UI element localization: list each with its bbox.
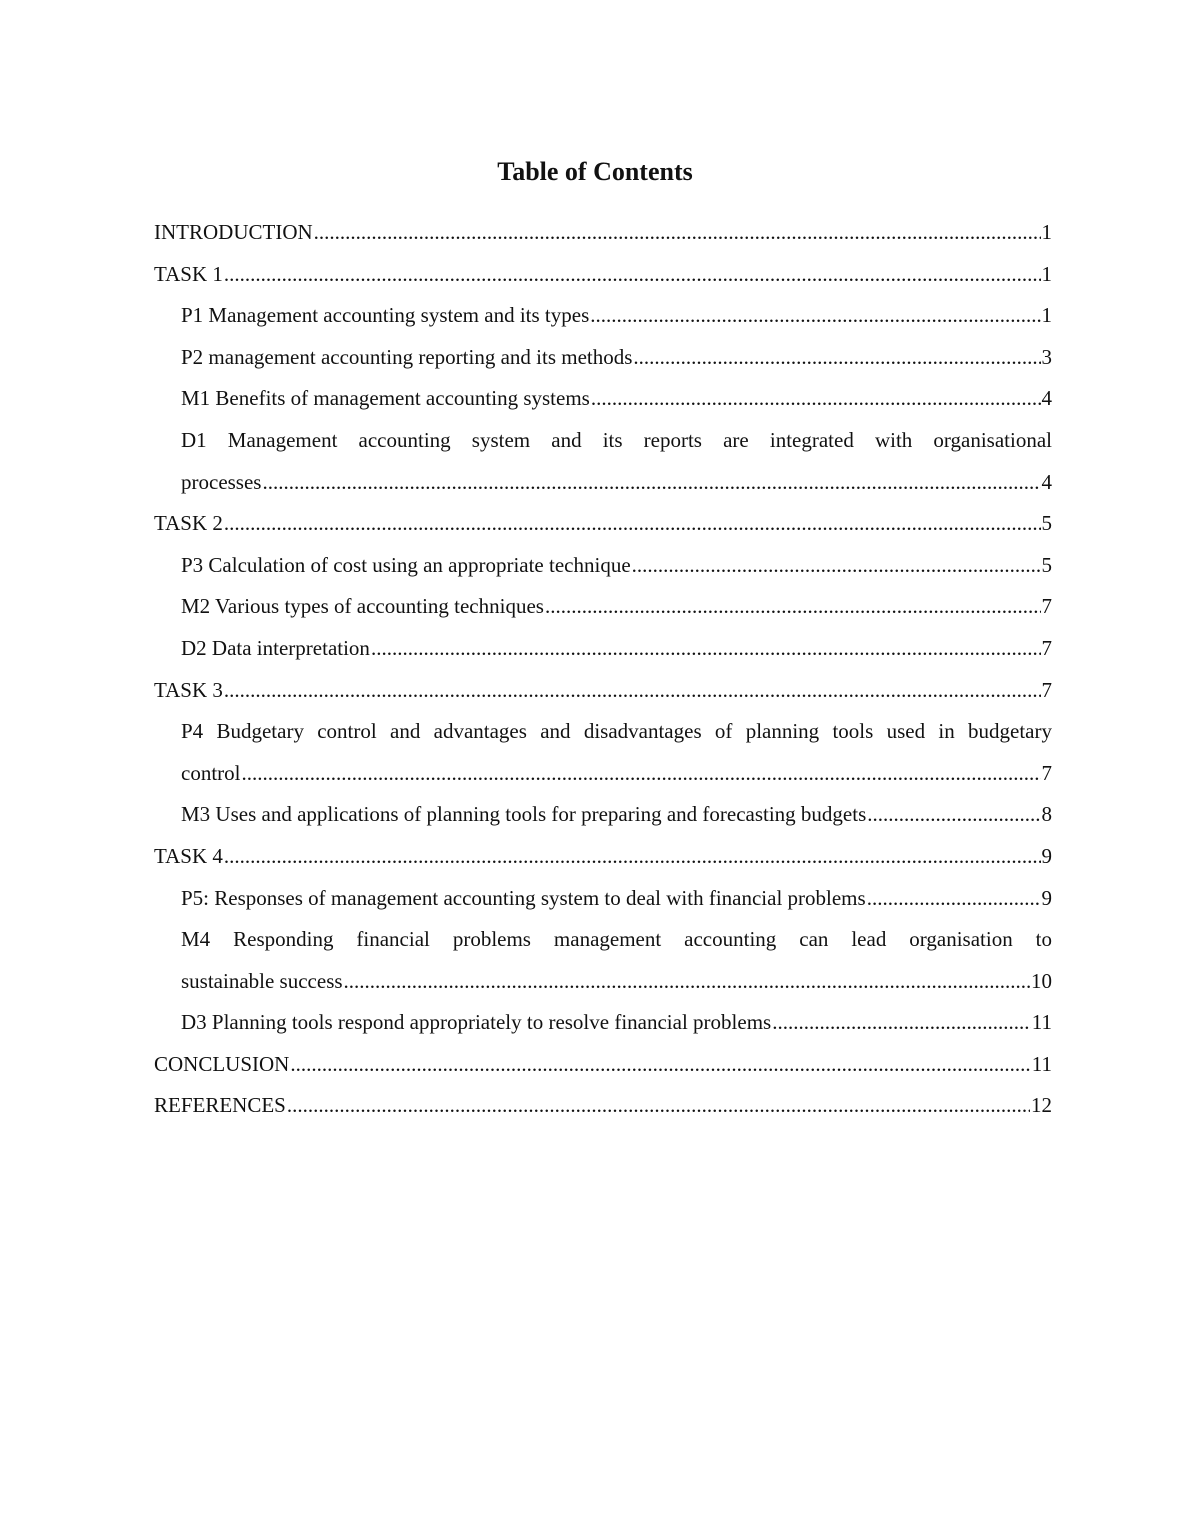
dot-leader — [224, 503, 1041, 545]
toc-entry-m3[interactable] — [181, 794, 1052, 836]
toc-entry-first-line: D1 Management accounting system and its reports are integrated with organisational — [181, 427, 1052, 452]
toc-entry-text: TASK 1 — [154, 261, 223, 286]
toc-entry-text: INTRODUCTION — [154, 220, 313, 244]
toc-entry-text: M3 Uses and applications of planning tools for preparing and forecasting budgets — [181, 802, 867, 827]
toc-entry-introduction[interactable] — [154, 212, 1052, 254]
toc-entry-task-3[interactable] — [154, 670, 1052, 712]
dot-leader — [224, 254, 1041, 296]
toc-entry-conclusion[interactable] — [154, 1044, 1052, 1086]
dot-leader — [290, 1044, 1030, 1086]
toc-page-number: 1 — [1041, 303, 1052, 328]
toc-entry-text: control — [181, 760, 241, 785]
toc-entry-p1[interactable] — [181, 295, 1052, 337]
toc-entry-text: P5: Responses of management accounting system to deal with financial problems — [181, 885, 866, 910]
toc-page-number: 7 — [1041, 635, 1052, 660]
toc-entry-m2[interactable] — [181, 586, 1052, 628]
dot-leader — [371, 628, 1041, 670]
toc-entry-text: M2 Various types of accounting techniques — [181, 594, 544, 619]
toc-entry-task-4[interactable] — [154, 836, 1052, 878]
toc-entry-first-line: P4 Budgetary control and advantages and disadvantages of planning tools used in budgetary — [181, 719, 1052, 744]
toc-entry-text: sustainable success — [181, 968, 343, 993]
toc-page-number: 9 — [1041, 843, 1052, 868]
dot-leader — [314, 212, 1041, 254]
dot-leader — [867, 878, 1041, 920]
dot-leader — [344, 961, 1030, 1003]
toc-entry-text: TASK 4 — [154, 843, 223, 868]
dot-leader — [590, 295, 1040, 337]
toc-entry-text: D2 Data interpretation — [181, 635, 370, 660]
toc-entry-m1[interactable] — [181, 378, 1052, 420]
table-of-contents — [154, 212, 1052, 1127]
toc-entry-task-2[interactable] — [154, 503, 1052, 545]
toc-page-number: 10 — [1031, 968, 1052, 993]
dot-leader — [241, 753, 1040, 795]
toc-entry-text: processes — [181, 469, 262, 494]
dot-leader — [287, 1085, 1030, 1127]
toc-entry-references[interactable] — [154, 1085, 1052, 1127]
toc-page-number: 4 — [1041, 386, 1052, 411]
toc-entry-d3[interactable] — [181, 1002, 1052, 1044]
toc-page-number: 5 — [1041, 552, 1052, 577]
dot-leader — [591, 378, 1041, 420]
toc-page-number: 11 — [1031, 1051, 1052, 1076]
dot-leader — [632, 545, 1041, 587]
toc-entry-first-line: M4 Responding financial problems management accounting can lead organisation to — [181, 927, 1052, 952]
toc-entry-p3[interactable] — [181, 545, 1052, 587]
dot-leader — [867, 794, 1040, 836]
toc-page-number: 7 — [1041, 760, 1052, 785]
toc-page-number: 1 — [1041, 220, 1052, 244]
dot-leader — [262, 462, 1040, 504]
dot-leader — [772, 1002, 1031, 1044]
toc-page-number: 7 — [1041, 594, 1052, 619]
toc-page-number: 11 — [1031, 1010, 1052, 1035]
toc-page-number: 1 — [1041, 261, 1052, 286]
toc-entry-m4[interactable] — [181, 919, 1052, 1002]
dot-leader — [545, 586, 1041, 628]
toc-entry-text: D3 Planning tools respond appropriately to resolve financial problems — [181, 1010, 772, 1035]
toc-entry-p2[interactable] — [181, 337, 1052, 379]
toc-page-number: 4 — [1041, 469, 1052, 494]
toc-entry-d2[interactable] — [181, 628, 1052, 670]
toc-title: Table of Contents — [497, 157, 693, 186]
toc-entry-text: P1 Management accounting system and its types — [181, 303, 590, 328]
toc-entry-text: P2 management accounting reporting and its methods — [181, 344, 633, 369]
toc-page-number: 12 — [1031, 1093, 1052, 1118]
dot-leader — [633, 337, 1040, 379]
toc-entry-p5[interactable] — [181, 878, 1052, 920]
toc-entry-text: TASK 3 — [154, 677, 223, 702]
toc-page-number: 5 — [1041, 511, 1052, 536]
toc-entry-p4[interactable] — [181, 711, 1052, 794]
toc-entry-text: REFERENCES — [154, 1093, 286, 1118]
toc-page-number: 3 — [1041, 344, 1052, 369]
toc-entry-d1[interactable] — [181, 420, 1052, 503]
toc-page-number: 8 — [1041, 802, 1052, 827]
toc-entry-text: TASK 2 — [154, 511, 223, 536]
toc-entry-task-1[interactable] — [154, 254, 1052, 296]
toc-page-number: 7 — [1041, 677, 1052, 702]
toc-entry-text: P3 Calculation of cost using an appropriate technique — [181, 552, 631, 577]
dot-leader — [224, 836, 1041, 878]
dot-leader — [224, 670, 1041, 712]
toc-page-number: 9 — [1041, 885, 1052, 910]
toc-entry-text: M1 Benefits of management accounting systems — [181, 386, 590, 411]
toc-entry-text: CONCLUSION — [154, 1051, 290, 1076]
